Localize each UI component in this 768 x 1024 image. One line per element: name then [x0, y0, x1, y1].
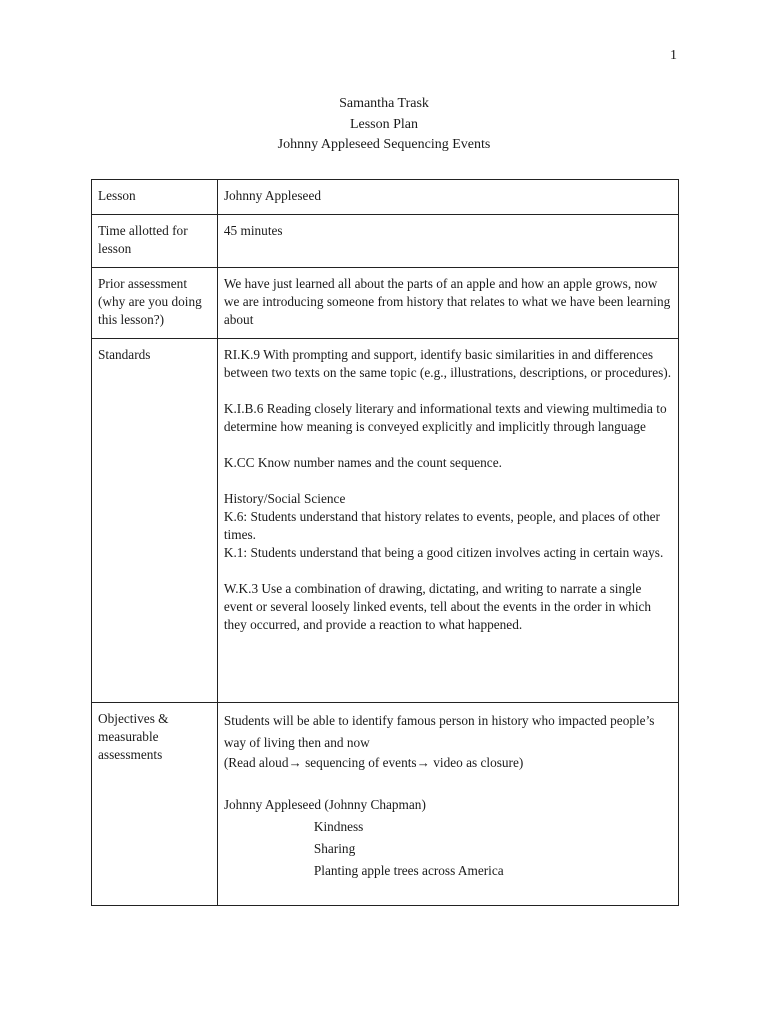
standard-w-k3: W.K.3 Use a combination of drawing, dictating, and writing to narrate a single event or several loosely linked events, tell about the events in the order in which they occurred, and provide a reaction to what happened.: [223, 581, 652, 632]
standard-k-cc: K.CC Know number names and the count sequence.: [223, 455, 502, 470]
prior-assessment-label: Prior assessment (why are you doing this lesson?): [92, 268, 218, 339]
lesson-plan-table: [91, 179, 679, 906]
objectives-label: Objectives & measurable assessments: [92, 703, 218, 906]
lesson-sequence: (Read aloud→ sequencing of events→ video as closure): [223, 755, 524, 770]
table-row: [92, 703, 679, 906]
trait-item: Sharing: [313, 841, 356, 856]
objective-text: Students will be able to identify famous person in history who impacted people’s way of living then and now: [223, 713, 655, 750]
lesson-label: Lesson: [92, 180, 218, 215]
author-name: Samantha Trask: [339, 96, 429, 111]
time-value: 45 minutes: [217, 215, 678, 268]
famous-person: Johnny Appleseed (Johnny Chapman): [223, 797, 426, 812]
document-title: Johnny Appleseed Sequencing Events: [277, 137, 491, 152]
lesson-value: Johnny Appleseed: [217, 180, 678, 215]
table-row: [92, 215, 679, 268]
document-type: Lesson Plan: [349, 116, 419, 132]
time-label: Time allotted for lesson: [92, 215, 218, 268]
trait-item: Planting apple trees across America: [313, 863, 504, 878]
prior-assessment-value: We have just learned all about the parts of an apple and how an apple grows, now we are introducing someone from history that relates to what we have been learning about: [217, 268, 678, 339]
table-row: [92, 268, 679, 339]
history-heading: History/Social Science: [223, 491, 346, 506]
trait-item: Kindness: [313, 819, 364, 834]
page-number: 1: [670, 48, 677, 63]
document-header: [0, 94, 768, 156]
standard-k-i-b6: K.I.B.6 Reading closely literary and informational texts and viewing multimedia to determine how meaning is conveyed explicitly and implicitly through language: [223, 401, 667, 434]
standard-k6: K.6: Students understand that history relates to events, people, and places of other times.: [223, 509, 660, 542]
standard-k1: K.1: Students understand that being a good citizen involves acting in certain ways.: [223, 545, 664, 560]
objectives-value: [217, 703, 678, 906]
table-row: [92, 339, 679, 703]
standards-label: Standards: [92, 339, 218, 703]
table-row: [92, 180, 679, 215]
standard-ri-k9: RI.K.9 With prompting and support, identify basic similarities in and differences between two texts on the same topic (e.g., illustrations, descriptions, or procedures).: [223, 347, 672, 380]
standards-value: [217, 339, 678, 703]
